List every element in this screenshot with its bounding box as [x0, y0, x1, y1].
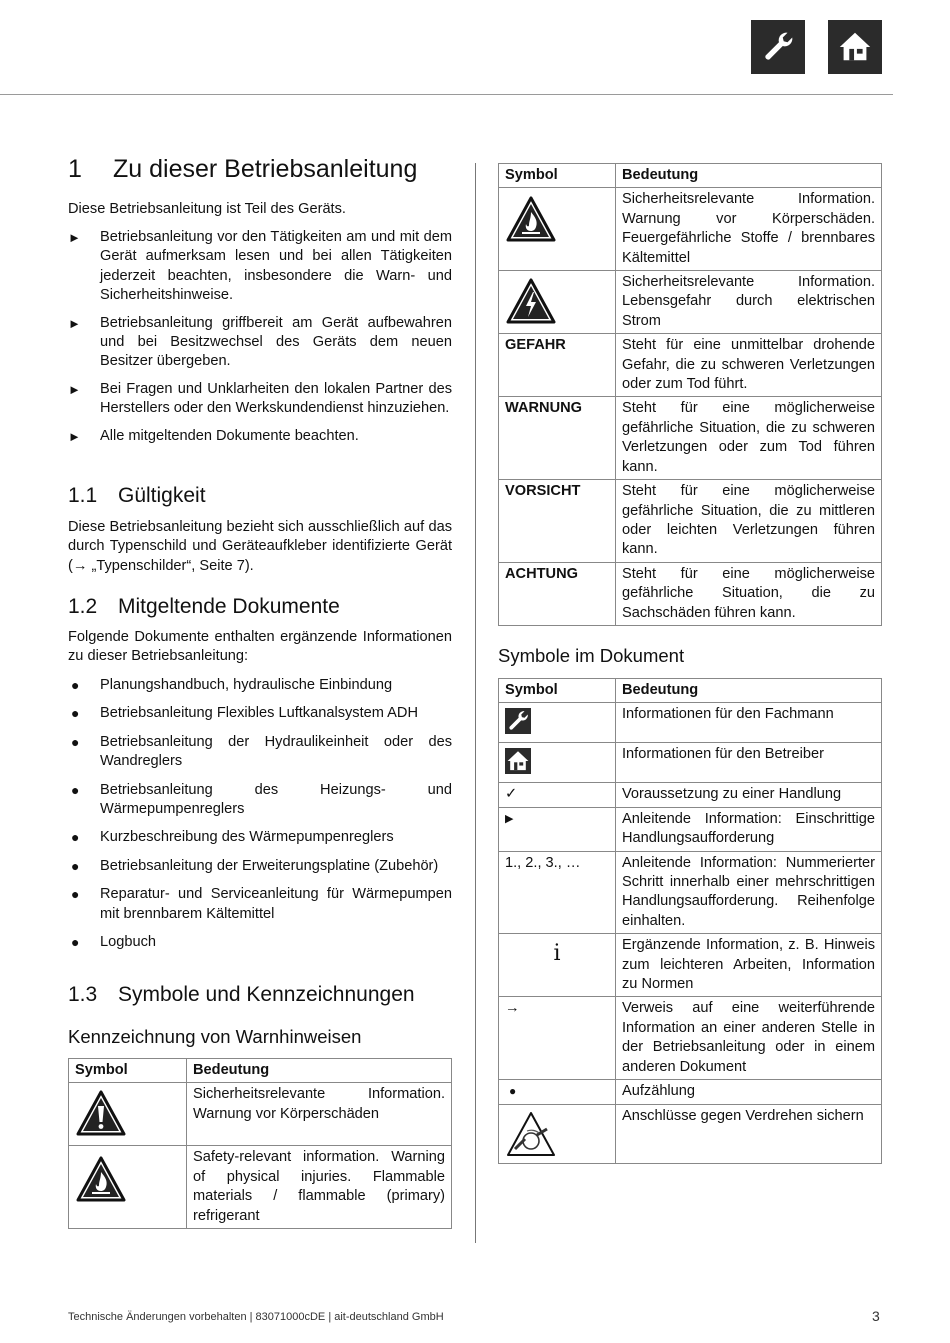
list-item: ► Betriebsanleitung griffbereit am Gerät aufbewahren und bei Besitzwechsel des Geräts dem neuen Besitzer übergeben. — [68, 314, 452, 370]
table-row: Safety-relevant information. Warning of physical injuries. Flammable materials / flammable (primary) refrigerant — [69, 1146, 452, 1229]
document-symbols-heading: Symbole im Dokument — [498, 645, 685, 666]
column-header-symbol: Symbol — [499, 164, 616, 188]
anti-twist-wrench-icon — [505, 1109, 557, 1161]
table-row: → Verweis auf eine weiterführende Information an einer anderen Stelle in der Betriebsanleitung oder in einem anderen Dokument — [499, 997, 882, 1080]
wrench-icon — [505, 708, 531, 734]
section-1-1-text: Diese Betriebsanleitung bezieht sich ausschließlich auf das durch Typenschild und Geräteaufkleber identifizierte Gerät (→ „Typenschilder“, Seite 7). — [68, 519, 452, 574]
column-header-meaning: Bedeutung — [616, 679, 882, 703]
list-item: ► Alle mitgeltenden Dokumente beachten. — [68, 427, 359, 444]
section-1-steps — [68, 228, 452, 446]
warning-table-part-2 — [498, 163, 882, 626]
table-row: Sicherheitsrelevante Information. Warnung vor Körperschäden. Feuergefährliche Stoffe / brennbares Kältemittel — [499, 188, 882, 271]
column-header-meaning: Bedeutung — [616, 164, 882, 188]
section-1-2-text: Folgende Dokumente enthalten ergänzende Informationen zu dieser Betriebsanleitung: — [68, 629, 452, 665]
related-documents-list — [68, 676, 452, 952]
table-row: WARNUNG Steht für eine möglicherweise gefährliche Situation, die zu schweren Verletzungen oder zum Tod führen kann. — [499, 397, 882, 480]
table-row: Sicherheitsrelevante Information. Warnung vor Körperschäden — [69, 1083, 452, 1146]
warning-exclamation-icon — [75, 1088, 127, 1140]
flammable-warning-icon — [75, 1154, 127, 1206]
warning-labels-subheading: Kennzeichnung von Warnhinweisen — [68, 1026, 362, 1047]
table-row: GEFAHR Steht für eine unmittelbar drohende Gefahr, die zu schweren Verletzungen oder zum Tod führt. — [499, 334, 882, 397]
section-1-3-heading: 1.3 Symbole und Kennzeichnungen — [68, 983, 415, 1006]
list-item: ● Betriebsanleitung der Erweiterungsplatine (Zubehör) — [71, 857, 439, 874]
page-number: 3 — [872, 1308, 880, 1324]
section-1-heading: 1 Zu dieser Betriebsanleitung — [68, 155, 418, 183]
table-row: 1., 2., 3., … Anleitende Information: Nummerierter Schritt innerhalb einer mehrschrittigen Handlungsaufforderung. Reihenfolge einhalten. — [499, 851, 882, 934]
column-header-meaning: Bedeutung — [187, 1059, 452, 1083]
table-row: ACHTUNG Steht für eine möglicherweise gefährliche Situation, die zu Sachschäden führen kann. — [499, 562, 882, 625]
checkmark-icon: ✓ — [499, 783, 616, 807]
wrench-icon — [751, 20, 805, 74]
list-item: ● Betriebsanleitung der Hydraulikeinheit oder des Wandreglers — [71, 733, 452, 770]
flammable-warning-icon — [505, 194, 557, 246]
table-row: i Ergänzende Information, z. B. Hinweis zum leichteren Arbeiten, Information zu Normen — [499, 934, 882, 997]
list-item: ► Betriebsanleitung vor den Tätigkeiten am und mit dem Gerät aufmerksam lesen und bei allen Tätigkeiten jederzeit beachten, insbesondere die Warn- und Sicherheitshinweise. — [68, 229, 452, 304]
list-item: ● Kurzbeschreibung des Wärmepumpenreglers — [71, 829, 394, 846]
footer-text: Technische Änderungen vorbehalten | 83071000cDE | ait-deutschland GmbH — [68, 1311, 444, 1323]
column-divider — [475, 163, 476, 1243]
document-symbols-table — [498, 678, 882, 1164]
table-header-row — [499, 164, 882, 188]
bullet-icon: ● — [499, 1080, 616, 1104]
list-item: ● Planungshandbuch, hydraulische Einbindung — [71, 677, 393, 693]
table-row: Informationen für den Fachmann — [499, 703, 882, 743]
house-icon — [828, 20, 882, 74]
table-row: Sicherheitsrelevante Information. Lebensgefahr durch elektrischen Strom — [499, 271, 882, 334]
column-header-symbol: Symbol — [499, 679, 616, 703]
house-icon — [505, 748, 531, 774]
section-1-1-heading: 1.1 Gültigkeit — [68, 484, 206, 507]
section-1-2-heading: 1.2 Mitgeltende Dokumente — [68, 595, 340, 618]
table-header-row — [69, 1059, 452, 1083]
header-divider — [0, 94, 893, 95]
arrow-right-icon: → — [499, 997, 616, 1080]
table-header-row — [499, 679, 882, 703]
table-row: Anschlüsse gegen Verdrehen sichern — [499, 1104, 882, 1163]
table-row: Informationen für den Betreiber — [499, 743, 882, 783]
info-icon: i — [499, 934, 616, 997]
table-row: VORSICHT Steht für eine möglicherweise gefährliche Situation, die zu mittleren oder leichten Verletzungen führen kann. — [499, 480, 882, 563]
list-item: ● Betriebsanleitung des Heizungs- und Wärmepumpenreglers — [71, 781, 452, 818]
list-item: ● Reparatur- und Serviceanleitung für Wärmepumpen mit brennbarem Kältemittel — [71, 886, 452, 922]
electric-hazard-icon — [505, 276, 557, 328]
table-row: ● Aufzählung — [499, 1080, 882, 1104]
list-item: ● Logbuch — [71, 934, 156, 951]
list-item: ► Bei Fragen und Unklarheiten den lokalen Partner des Herstellers oder den Werkskundendienst hinzuziehen. — [68, 380, 452, 417]
list-item: ● Betriebsanleitung Flexibles Luftkanalsystem ADH — [71, 705, 418, 722]
play-triangle-icon: ▶ — [499, 807, 616, 851]
warning-table-part-1 — [68, 1058, 452, 1229]
table-row: ▶ Anleitende Information: Einschrittige Handlungsaufforderung — [499, 807, 882, 851]
table-row: ✓ Voraussetzung zu einer Handlung — [499, 783, 882, 807]
column-header-symbol: Symbol — [69, 1059, 187, 1083]
section-1-intro: Diese Betriebsanleitung ist Teil des Geräts. — [68, 201, 346, 217]
